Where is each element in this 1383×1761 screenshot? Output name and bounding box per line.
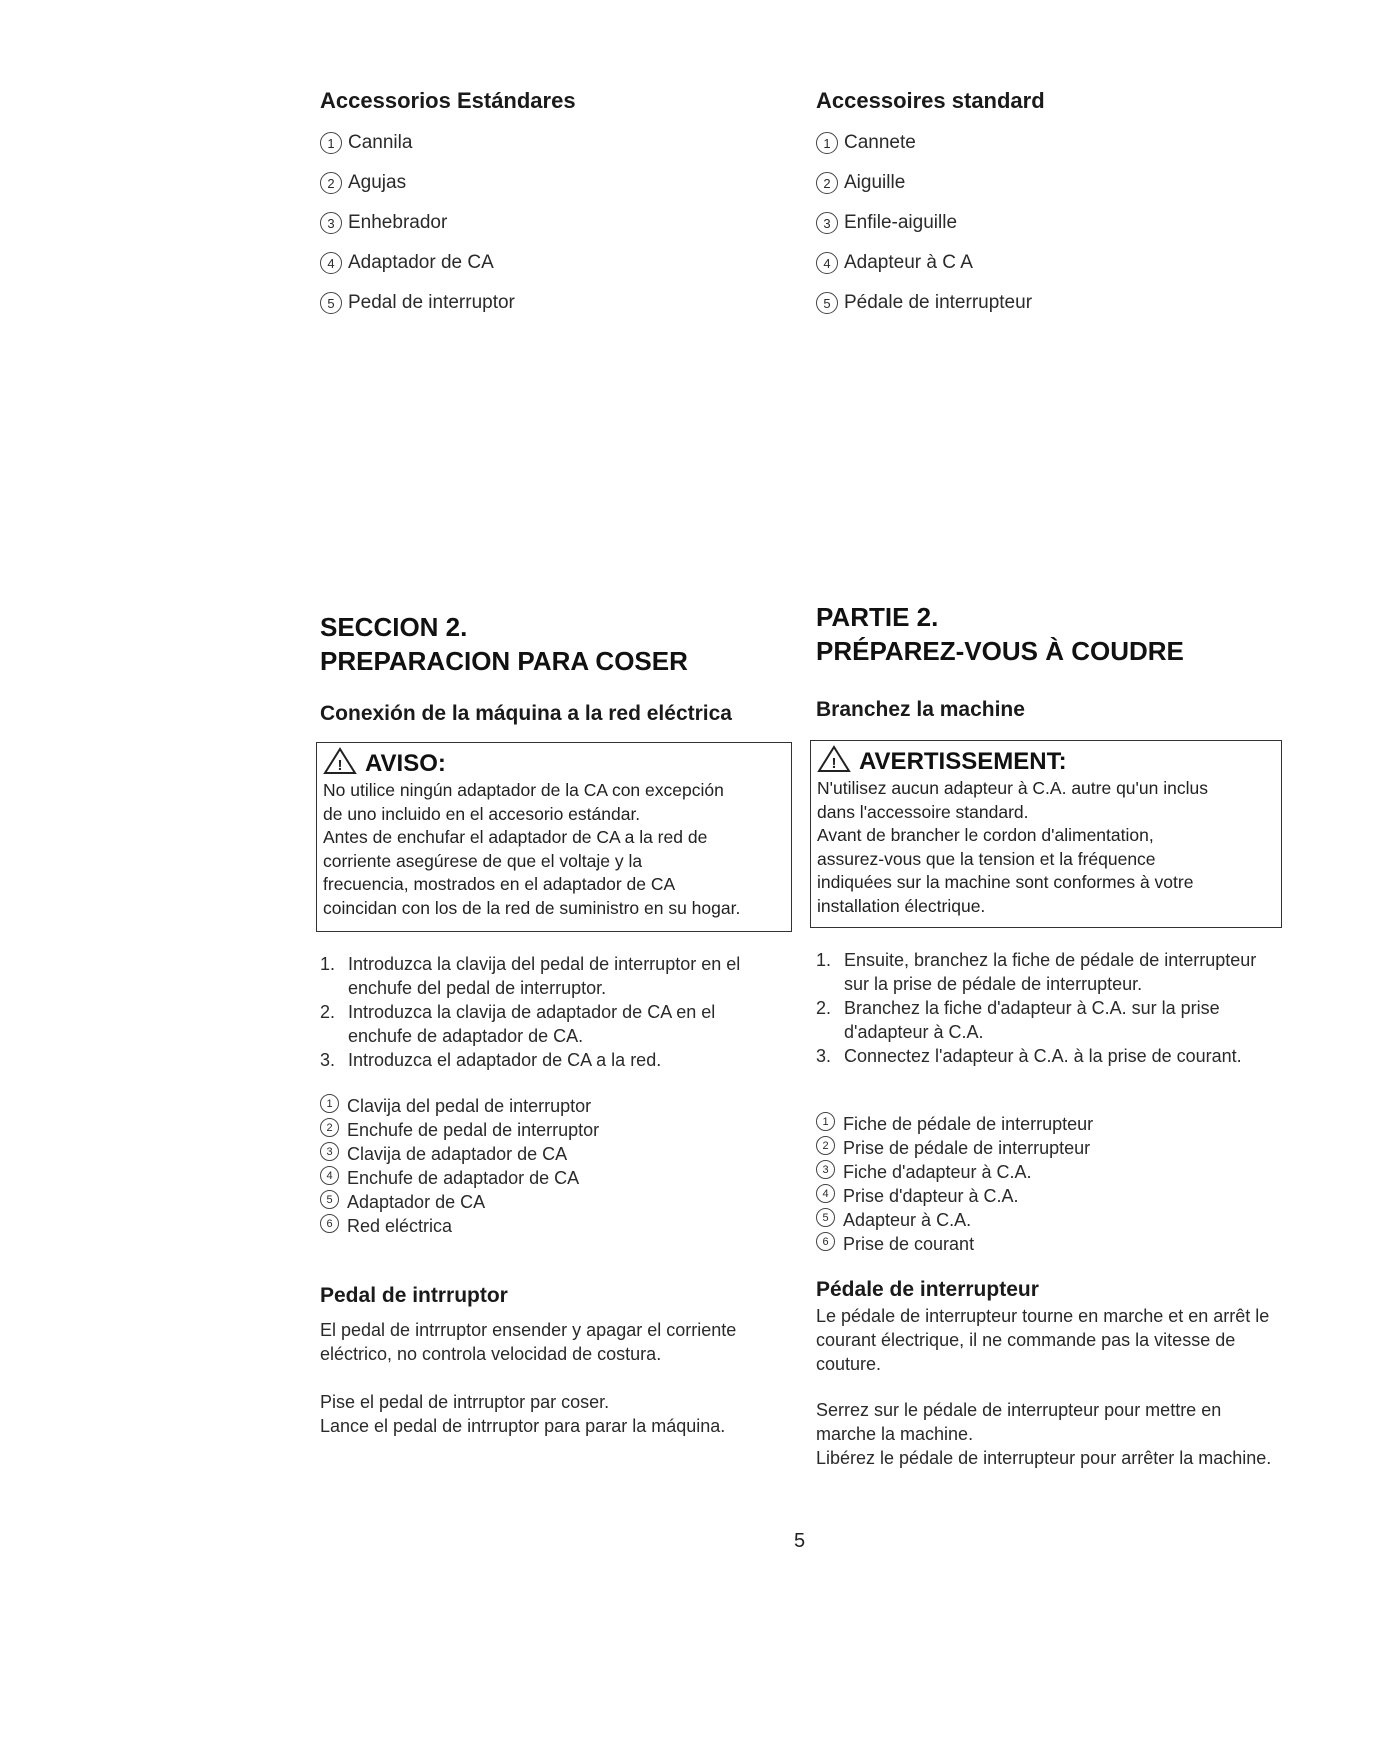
list-item: 3 Enhebrador (320, 212, 790, 252)
circled-number-2: 2 (320, 1118, 339, 1137)
section-fr-title: PRÉPAREZ-VOUS À COUDRE (816, 636, 1184, 666)
warning-box-es (316, 742, 792, 932)
circled-number-4: 4 (320, 252, 342, 274)
pedal-use-fr-1: Serrez sur le pédale de interrupteur pour mettre en marche la machine. (816, 1400, 1222, 1444)
list-item: 2 Prise de pédale de interrupteur (816, 1136, 1296, 1160)
list-item: 2 Aiguille (816, 172, 1296, 212)
warning-box-fr (810, 740, 1282, 928)
warning-line: dans l'accessoire standard. (817, 801, 1029, 822)
section-es-subtitle: Conexión de la máquina a la red eléctrica (320, 702, 732, 725)
list-item: 1 Fiche de pédale de interrupteur (816, 1112, 1296, 1136)
warning-heading-fr: ! AVERTISSEMENT: (817, 745, 1275, 777)
list-item: 5 Pédale de interrupteur (816, 292, 1296, 332)
list-item: 6 Red eléctrica (320, 1214, 790, 1238)
circled-number-3: 3 (816, 212, 838, 234)
list-item: 5 Pedal de interruptor (320, 292, 790, 332)
circled-number-3: 3 (816, 1160, 835, 1179)
warning-line: assurez-vous que la tension et la fréquence (817, 848, 1156, 869)
accessories-es-list (320, 132, 790, 332)
step-item: 1. Ensuite, branchez la fiche de pédale de interrupteur sur la prise de pédale de interrupteur. (816, 950, 1257, 994)
list-item: 4 Adapteur à C A (816, 252, 1296, 292)
pedal-title-fr: Pédale de interrupteur (816, 1278, 1039, 1301)
parts-es (320, 1094, 790, 1238)
list-item: 4 Adaptador de CA (320, 252, 790, 292)
circled-number-1: 1 (816, 132, 838, 154)
step-item: 3. Connectez l'adapteur à C.A. à la prise de courant. (816, 1046, 1242, 1066)
pedal-use-fr-2: Libérez le pédale de interrupteur pour arrêter la machine. (816, 1448, 1272, 1468)
pedal-section-fr (816, 1278, 1286, 1470)
list-item: 4 Prise d'dapteur à C.A. (816, 1184, 1296, 1208)
steps-es (320, 952, 780, 1072)
circled-number-4: 4 (816, 1184, 835, 1203)
section-fr-subtitle: Branchez la machine (816, 698, 1025, 721)
section-es-heading (320, 610, 790, 678)
circled-number-4: 4 (320, 1166, 339, 1185)
circled-number-1: 1 (320, 132, 342, 154)
warning-line: coincidan con los de la red de suministro en su hogar. (323, 897, 741, 918)
parts-fr (816, 1112, 1296, 1256)
page-number: 5 (794, 1530, 806, 1552)
list-item: 3 Fiche d'adapteur à C.A. (816, 1160, 1296, 1184)
list-item: 1 Cannete (816, 132, 1296, 172)
circled-number-5: 5 (816, 1208, 835, 1227)
list-item: 5 Adaptador de CA (320, 1190, 790, 1214)
circled-number-6: 6 (320, 1214, 339, 1233)
list-item: 1 Cannila (320, 132, 790, 172)
warning-line: indiquées sur la machine sont conformes à votre (817, 872, 1194, 892)
warning-triangle-icon (817, 745, 851, 773)
svg-text:!: ! (831, 755, 837, 772)
list-item: 2 Enchufe de pedal de interruptor (320, 1118, 790, 1142)
circled-number-2: 2 (816, 1136, 835, 1155)
warning-line: Antes de enchufar el adaptador de CA a la red de (323, 827, 708, 847)
circled-number-1: 1 (320, 1094, 339, 1113)
list-item: 5 Adapteur à C.A. (816, 1208, 1296, 1232)
step-item: 2. Introduzca la clavija de adaptador de CA en el enchufe de adaptador de CA. (320, 1002, 716, 1046)
accessories-es-title: Accessorios Estándares (320, 88, 576, 113)
circled-number-2: 2 (816, 172, 838, 194)
circled-number-3: 3 (320, 1142, 339, 1161)
circled-number-2: 2 (320, 172, 342, 194)
step-item: 1. Introduzca la clavija del pedal de interruptor en el enchufe del pedal de interruptor. (320, 954, 741, 998)
list-item: 6 Prise de courant (816, 1232, 1296, 1256)
circled-number-5: 5 (320, 292, 342, 314)
list-item: 2 Agujas (320, 172, 790, 212)
section-fr-number: PARTIE 2. (816, 602, 939, 632)
circled-number-3: 3 (320, 212, 342, 234)
list-item: 4 Enchufe de adaptador de CA (320, 1166, 790, 1190)
step-item: 3. Introduzca el adaptador de CA a la red. (320, 1050, 662, 1070)
warning-line: frecuencia, mostrados en el adaptador de CA (323, 874, 676, 894)
warning-line: N'utilisez aucun adapteur à C.A. autre qu'un inclus (817, 778, 1208, 798)
warning-line: Avant de brancher le cordon d'alimentation, (817, 825, 1154, 845)
list-item: 1 Clavija del pedal de interruptor (320, 1094, 790, 1118)
warning-line: installation électrique. (817, 895, 986, 916)
circled-number-5: 5 (320, 1190, 339, 1209)
pedal-description-fr: Le pédale de interrupteur tourne en marche et en arrêt le courant électrique, il ne commande pas la vitesse de couture. (816, 1306, 1270, 1374)
circled-number-6: 6 (816, 1232, 835, 1251)
circled-number-4: 4 (816, 252, 838, 274)
pedal-title-es: Pedal de intrruptor (320, 1284, 508, 1307)
warning-heading-es: ! AVISO: (323, 747, 785, 779)
warning-line: No utilice ningún adaptador de la CA con excepción (323, 780, 724, 800)
steps-fr (816, 948, 1286, 1068)
pedal-use-es-2: Lance el pedal de intrruptor para parar la máquina. (320, 1416, 726, 1436)
warning-line: de uno incluido en el accesorio estándar. (323, 803, 641, 824)
accessories-fr-title: Accessoires standard (816, 88, 1045, 113)
warning-line: corriente asegúrese de que el voltaje y la (323, 850, 643, 871)
pedal-section-es (320, 1284, 790, 1438)
section-fr-heading (816, 600, 1296, 668)
circled-number-5: 5 (816, 292, 838, 314)
step-item: 2. Branchez la fiche d'adapteur à C.A. sur la prise d'adapteur à C.A. (816, 998, 1220, 1042)
section-es-title: PREPARACION PARA COSER (320, 646, 688, 676)
list-item: 3 Clavija de adaptador de CA (320, 1142, 790, 1166)
list-item: 3 Enfile-aiguille (816, 212, 1296, 252)
circled-number-1: 1 (816, 1112, 835, 1131)
svg-text:!: ! (337, 757, 343, 774)
pedal-description-es: El pedal de intrruptor ensender y apagar el corriente eléctrico, no controla velocidad de costura. (320, 1320, 737, 1364)
accessories-fr-list (816, 132, 1296, 332)
warning-triangle-icon (323, 747, 357, 775)
pedal-use-es-1: Pise el pedal de intrruptor par coser. (320, 1392, 610, 1412)
accessories-es (320, 88, 790, 332)
section-es-number: SECCION 2. (320, 612, 468, 642)
accessories-fr (816, 88, 1296, 332)
